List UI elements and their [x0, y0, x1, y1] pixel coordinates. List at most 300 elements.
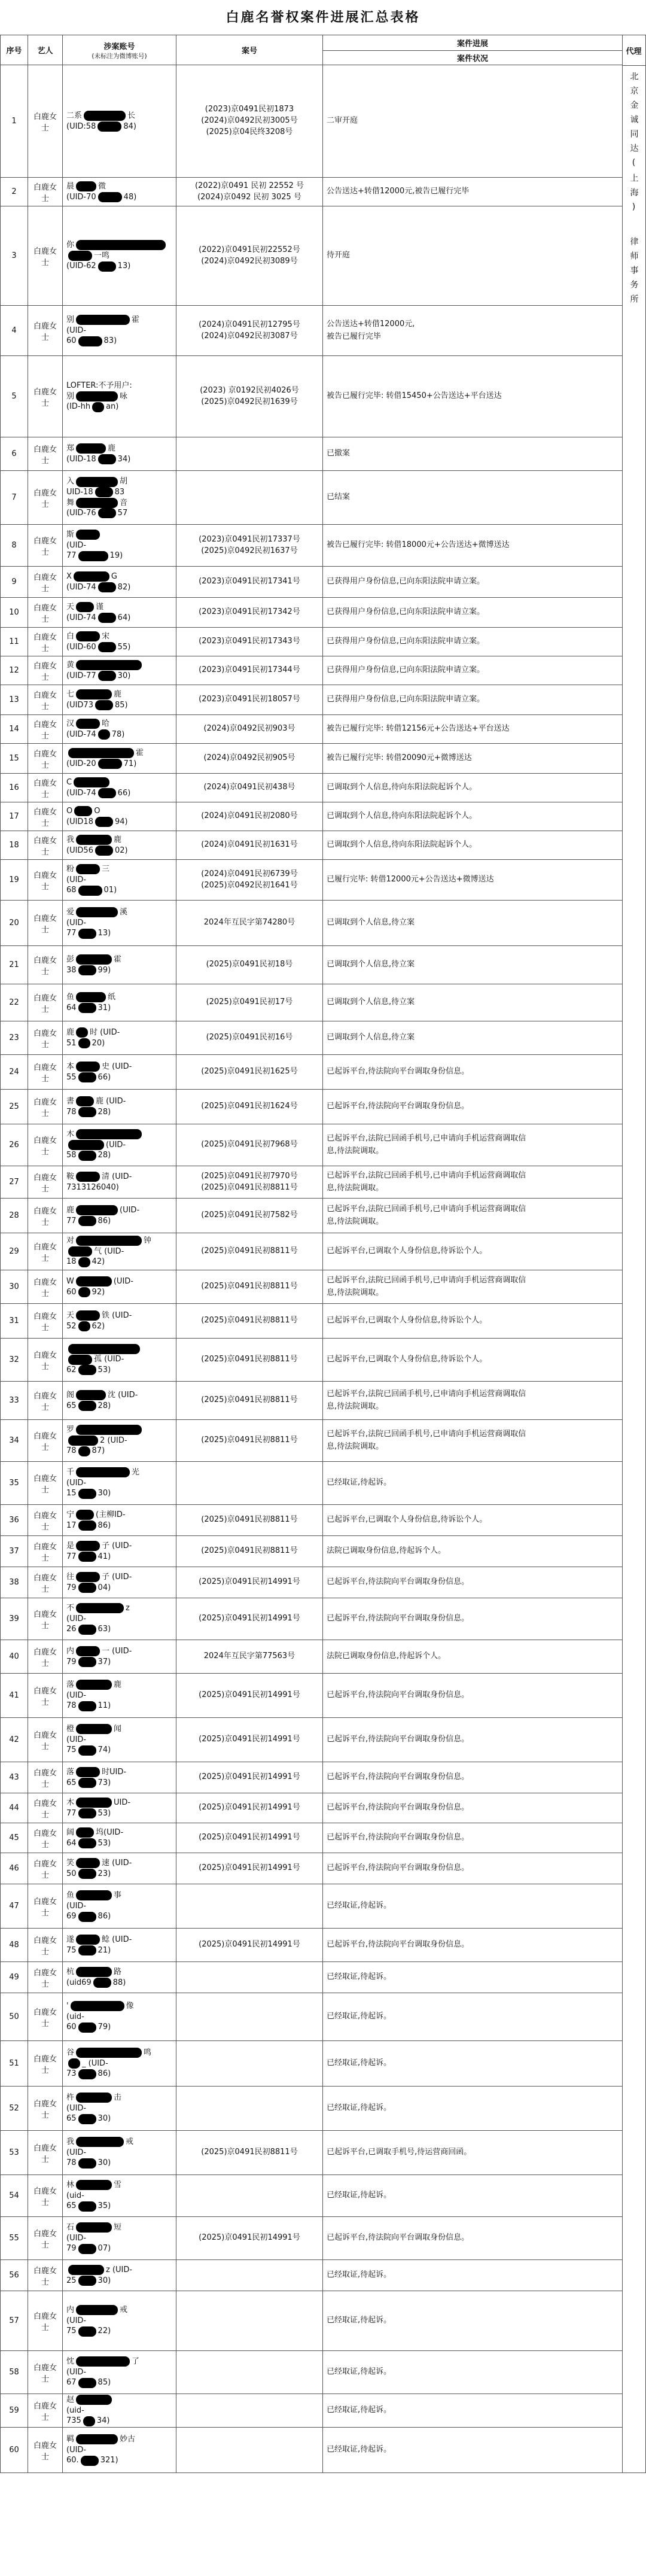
row-case-numbers [176, 1420, 323, 1462]
nickname-text: 78 [66, 1446, 77, 1456]
row-case-numbers [176, 831, 323, 860]
table-row [1, 306, 623, 356]
row-artist: 白鹿女士 [28, 1640, 63, 1674]
row-artist: 白鹿女士 [28, 1462, 63, 1505]
nickname-line [66, 2445, 172, 2456]
row-number: 17 [1, 802, 28, 831]
row-nickname [63, 1598, 176, 1640]
progress-line: 息,待法院调取。 [327, 1441, 384, 1451]
row-nickname [63, 1233, 176, 1270]
row-nickname [63, 984, 176, 1021]
row-artist: 白鹿女士 [28, 1021, 63, 1055]
row-case-numbers [176, 1462, 323, 1505]
nickname-text: (UID- [106, 1140, 126, 1149]
progress-line: 已撤案 [327, 449, 351, 458]
progress-line: 被告已履行完毕 [327, 331, 382, 341]
header-nickname [63, 35, 176, 65]
row-nickname [63, 1420, 176, 1462]
nickname-line [66, 719, 172, 729]
nickname-line [66, 2367, 172, 2378]
progress-line: 已经取证,待起诉。 [327, 2103, 392, 2113]
nickname-text: 64 [66, 1003, 77, 1012]
row-nickname [63, 2087, 176, 2131]
table-row [1, 1339, 623, 1382]
progress-line: 已起诉平台,待法院向平台调取身份信息。 [327, 1735, 470, 1744]
nickname-text: 我 [66, 835, 75, 844]
nickname-text: 86) [97, 1216, 111, 1225]
nickname-text: 羁 [66, 2435, 75, 2444]
row-nickname [63, 1505, 176, 1536]
progress-line: 已起诉平台,法院已回函手机号,已申请向手机运营商调取信 [327, 1205, 526, 1214]
nickname-text: 53) [97, 1838, 111, 1848]
table-row [1, 984, 623, 1021]
progress-line: 已起诉平台,待法院向平台调取身份信息。 [327, 1863, 470, 1873]
nickname-line [66, 602, 172, 613]
redaction-bar [76, 2395, 112, 2405]
redaction-bar [76, 1129, 142, 1139]
nickname-line [66, 1390, 172, 1401]
row-number: 40 [1, 1640, 28, 1674]
row-number: 22 [1, 984, 28, 1021]
redaction-bar [78, 2378, 96, 2388]
nickname-line [66, 788, 172, 799]
row-number: 41 [1, 1674, 28, 1718]
row-case-numbers [176, 206, 323, 306]
nickname-line [66, 992, 172, 1003]
row-number: 30 [1, 1270, 28, 1304]
redaction-bar [76, 1062, 100, 1072]
redaction-bar [76, 1510, 94, 1520]
nickname-text: 千 [66, 1468, 75, 1477]
nickname-line [66, 251, 172, 261]
redaction-bar [76, 1027, 88, 1038]
redaction-bar [78, 929, 96, 939]
nickname-text: (UID- [66, 2316, 87, 2325]
table-row [1, 1055, 623, 1090]
nickname-text: C [66, 777, 72, 787]
table-row [1, 2131, 623, 2175]
nickname-line [66, 2316, 172, 2326]
row-progress [323, 2291, 623, 2351]
nickname-text: (主柳ID- [96, 1510, 126, 1519]
row-case-numbers [176, 356, 323, 437]
row-case-numbers [176, 1853, 323, 1884]
row-number: 1 [1, 65, 28, 178]
nickname-text: 妙古 [120, 2435, 136, 2444]
case-number: (2025)京0491民初8811号 [201, 1395, 298, 1405]
redaction-bar [76, 1890, 112, 1900]
redaction-bar [98, 508, 116, 518]
nickname-text: 白 [66, 631, 75, 641]
progress-line: 法院已调取身份信息,待起诉个人。 [327, 1546, 446, 1556]
nickname-line [66, 1107, 172, 1118]
row-artist: 白鹿女士 [28, 685, 63, 715]
nickname-text: 60. [66, 2456, 79, 2465]
case-number: (2025)京0491民初8811号 [201, 1282, 298, 1291]
nickname-text: 落 [66, 1767, 75, 1777]
row-number: 25 [1, 1090, 28, 1124]
redaction-bar [76, 181, 96, 191]
progress-line: 已经取证,待起诉。 [327, 2270, 392, 2280]
nickname-line [66, 1182, 172, 1193]
nickname-line [66, 2377, 172, 2388]
row-number: 51 [1, 2041, 28, 2087]
redaction-bar [76, 1572, 100, 1582]
nickname-text: 鹿 [114, 1680, 122, 1690]
nickname-line [66, 181, 172, 192]
table-row [1, 2087, 623, 2131]
nickname-line [66, 1072, 172, 1083]
row-number: 38 [1, 1567, 28, 1598]
nickname-line [66, 476, 172, 487]
nickname-text: 60 [66, 336, 77, 346]
table-row [1, 901, 623, 946]
progress-line: 已经取证,待起诉。 [327, 1972, 392, 1982]
row-number: 47 [1, 1884, 28, 1929]
row-artist: 白鹿女士 [28, 984, 63, 1021]
nickname-line [66, 1435, 172, 1446]
redaction-bar [76, 2434, 118, 2444]
row-case-numbers [176, 946, 323, 984]
progress-line: 已获得用户身份信息,已向东阳法院申请立案。 [327, 607, 485, 617]
nickname-text: 晨 [66, 181, 75, 191]
case-number: (2025)京04民终3208号 [206, 127, 293, 136]
case-number: (2025)京0491民初16号 [206, 1033, 293, 1042]
row-case-numbers [176, 437, 323, 471]
row-number: 27 [1, 1166, 28, 1199]
nickname-text: 60 [66, 1287, 77, 1297]
table-row [1, 860, 623, 901]
nickname-text: 像 [126, 2002, 134, 2011]
nickname-text: (UID-70 [66, 192, 96, 202]
row-nickname [63, 1640, 176, 1674]
case-number: (2024)京0492民初3005号 [201, 116, 298, 126]
row-artist: 白鹿女士 [28, 2351, 63, 2394]
case-number: (2022)京0491民初22552号 [199, 245, 300, 254]
progress-line: 已起诉平台,待法院向平台调取身份信息。 [327, 1102, 470, 1111]
nickname-line [66, 2001, 172, 2012]
progress-line: 已经取证,待起诉。 [327, 2012, 392, 2021]
redaction-bar [93, 1978, 111, 1988]
nickname-text: 长 [127, 111, 136, 120]
nickname-line [66, 1310, 172, 1321]
nickname-text: 書 [66, 1096, 75, 1106]
nickname-text: 内 [66, 2306, 75, 2315]
nickname-line [66, 729, 172, 740]
case-number: (2025)京0491民初8811号 [201, 2148, 298, 2157]
nickname-line [66, 1276, 172, 1287]
nickname-text: 霍 [114, 954, 122, 964]
row-artist: 白鹿女士 [28, 1718, 63, 1762]
nickname-line [66, 1945, 172, 1956]
row-artist: 白鹿女士 [28, 628, 63, 656]
row-progress [323, 1674, 623, 1718]
row-progress [323, 1090, 623, 1124]
row-case-numbers [176, 1166, 323, 1199]
row-case-numbers [176, 598, 323, 628]
nickname-text: 7313126040) [66, 1182, 119, 1192]
redaction-bar [78, 1625, 96, 1635]
nickname-line [66, 671, 172, 682]
nickname-line [66, 1478, 172, 1489]
progress-line: 已经取证,待起诉。 [327, 2058, 392, 2068]
row-nickname [63, 598, 176, 628]
nickname-text: 23) [97, 1869, 111, 1878]
nickname-text: (UID-74 [66, 729, 96, 739]
case-number: (2025)京0491民初14991号 [199, 1833, 300, 1842]
row-progress [323, 1567, 623, 1598]
agent-firm: 北京金诚同达(上海) [629, 72, 639, 218]
redaction-bar [76, 498, 118, 508]
nickname-text: 75 [66, 1945, 77, 1955]
redaction-bar [76, 240, 166, 250]
row-number: 20 [1, 901, 28, 946]
row-progress [323, 901, 623, 946]
row-progress [323, 1884, 623, 1929]
row-progress [323, 65, 623, 178]
row-progress [323, 2041, 623, 2087]
row-nickname [63, 1166, 176, 1199]
row-nickname [63, 2175, 176, 2217]
row-nickname [63, 1124, 176, 1166]
row-case-numbers [176, 1962, 323, 1993]
nickname-line [66, 2356, 172, 2367]
nickname-text: (UID- [66, 918, 87, 927]
nickname-text: 30) [117, 671, 131, 680]
redaction-bar [78, 1778, 96, 1788]
progress-line: 公告送达+转借12000元, [327, 320, 415, 329]
case-number: (2023) 京0192民初4026号 [200, 385, 299, 395]
nickname-text: 51 [66, 1038, 77, 1048]
row-case-numbers [176, 860, 323, 901]
row-number: 48 [1, 1929, 28, 1962]
table-row [1, 774, 623, 802]
redaction-bar [76, 530, 100, 540]
nickname-line [66, 454, 172, 465]
row-artist: 白鹿女士 [28, 1567, 63, 1598]
row-nickname [63, 860, 176, 901]
nickname-line [66, 1246, 172, 1257]
nickname-text: 53) [97, 1808, 111, 1818]
redaction-bar [78, 2114, 96, 2124]
row-nickname [63, 774, 176, 802]
nickname-text: (UID-74 [66, 582, 96, 592]
nickname-text: (UID- [66, 2103, 87, 2113]
progress-line: 已经取证,待起诉。 [327, 2445, 392, 2455]
progress-line: 已调取到个人信息,待向东阳法院起诉个人。 [327, 783, 477, 792]
nickname-text: 三 [102, 865, 110, 874]
nickname-text: 68 [66, 886, 77, 895]
redaction-bar [68, 1140, 104, 1150]
nickname-text: 鹿 [108, 443, 116, 453]
row-progress [323, 1929, 623, 1962]
nickname-line [66, 2113, 172, 2124]
row-nickname [63, 437, 176, 471]
row-case-numbers [176, 901, 323, 946]
row-progress [323, 1021, 623, 1055]
redaction-bar [98, 671, 116, 681]
row-number: 28 [1, 1199, 28, 1233]
progress-line: 已起诉平台,待法院向平台调取身份信息。 [327, 1690, 470, 1700]
progress-line: 已起诉平台,待法院向平台调取身份信息。 [327, 1803, 470, 1812]
row-progress [323, 2351, 623, 2394]
nickname-text: 04) [97, 1583, 111, 1592]
nickname-text: 鹿 [114, 689, 122, 699]
row-case-numbers [176, 1090, 323, 1124]
nickname-text: 62 [66, 1365, 77, 1374]
redaction-bar [76, 2356, 130, 2367]
nickname-line [66, 1172, 172, 1182]
nickname-text: 橙 [66, 1725, 75, 1734]
row-case-numbers [176, 715, 323, 744]
nickname-text: 30) [97, 2114, 111, 2124]
case-number: (2024)京0492 民初 3025 号 [197, 192, 301, 202]
progress-line: 已获得用户身份信息,已向东阳法院申请立案。 [327, 695, 485, 704]
table-row [1, 715, 623, 744]
nickname-text: 53) [97, 1365, 111, 1374]
nickname-text: 19) [109, 551, 123, 561]
row-artist: 白鹿女士 [28, 2217, 63, 2260]
row-nickname [63, 2131, 176, 2175]
nickname-line [66, 918, 172, 929]
nickname-text: 鞍 [66, 1172, 75, 1181]
nickname-text: 48) [123, 192, 137, 202]
row-case-numbers [176, 1598, 323, 1640]
nickname-text: 2 (UID- [100, 1435, 127, 1445]
row-number: 9 [1, 567, 28, 598]
progress-line: 已获得用户身份信息,已向东阳法院申请立案。 [327, 665, 485, 675]
redaction-bar [78, 1489, 96, 1499]
redaction-bar [76, 1858, 100, 1868]
nickname-text: 爱 [66, 908, 75, 917]
table-row [1, 946, 623, 984]
row-progress [323, 2260, 623, 2291]
progress-line: 已履行完毕: 转借12000元+公告送达+微博送达 [327, 875, 494, 884]
row-nickname [63, 1055, 176, 1090]
nickname-line [66, 192, 172, 203]
nickname-line [66, 1541, 172, 1552]
nickname-text: (UID-77 [66, 671, 96, 680]
nickname-text: 速 (UID- [102, 1858, 132, 1868]
row-progress [323, 1420, 623, 1462]
progress-line: 被告已履行完毕: 转借20090元+微博送达 [327, 753, 472, 763]
nickname-text: 55) [117, 642, 131, 652]
row-case-numbers [176, 525, 323, 567]
nickname-text: 17 [66, 1520, 77, 1530]
redaction-bar [95, 487, 113, 497]
header-case-no: 案号 [176, 35, 323, 65]
nickname-text: (UID:58 [66, 121, 96, 131]
nickname-line [66, 1321, 172, 1332]
nickname-text: 35) [97, 2201, 111, 2211]
redaction-bar [78, 1520, 96, 1531]
row-progress [323, 715, 623, 744]
nickname-text: 罗 [66, 1425, 75, 1435]
table-row [1, 1762, 623, 1793]
case-number: (2025)京0491民初17号 [206, 997, 293, 1007]
row-progress [323, 1339, 623, 1382]
row-nickname [63, 2041, 176, 2087]
case-number: (2025)京0491民初1624号 [201, 1102, 298, 1111]
row-number: 46 [1, 1853, 28, 1884]
nickname-line [66, 381, 172, 391]
nickname-text: 不 [66, 1604, 75, 1613]
case-number: (2024)京0492民初903号 [203, 724, 295, 734]
nickname-text: 86) [97, 1520, 111, 1530]
case-number: (2025)京0491民初14991号 [199, 1863, 300, 1873]
row-number: 14 [1, 715, 28, 744]
nickname-line [66, 261, 172, 272]
nickname-line [66, 1624, 172, 1635]
nickname-line [66, 1614, 172, 1625]
row-artist: 白鹿女士 [28, 2175, 63, 2217]
row-case-numbers [176, 1233, 323, 1270]
nickname-line [66, 1510, 172, 1520]
redaction-bar [76, 1172, 100, 1182]
row-nickname [63, 1929, 176, 1962]
nickname-line [66, 2434, 172, 2445]
table-row [1, 2351, 623, 2394]
progress-line: 息,待法院调取。 [327, 1401, 384, 1411]
case-number: (2025)京0491民初7582号 [201, 1211, 298, 1220]
nickname-text: 粉 [66, 865, 75, 874]
nickname-text: 50 [66, 1869, 77, 1878]
nickname-text: (UID- [66, 1478, 87, 1488]
row-case-numbers [176, 2260, 323, 2291]
nickname-line [66, 2326, 172, 2337]
nickname-text: (UID- [66, 1690, 87, 1700]
nickname-line [66, 2276, 172, 2286]
nickname-text: 55 [66, 1072, 77, 1082]
case-number: (2025)京0491民初14991号 [199, 2233, 300, 2243]
table-row [1, 1270, 623, 1304]
nickname-text: 84) [123, 121, 136, 131]
nickname-text: 斯 [66, 530, 75, 540]
redaction-bar [78, 1945, 96, 1955]
nickname-line [66, 2405, 172, 2416]
row-number: 23 [1, 1021, 28, 1055]
nickname-line [66, 1646, 172, 1657]
redaction-bar [98, 788, 116, 798]
row-nickname [63, 356, 176, 437]
nickname-text: 83) [103, 336, 117, 346]
nickname-line [66, 1140, 172, 1151]
nickname-text: (UID- [66, 2445, 87, 2455]
nickname-text: 闻 [114, 1725, 122, 1734]
row-progress [323, 2217, 623, 2260]
nickname-text: 你 [66, 241, 75, 250]
nickname-text: 时UID- [102, 1767, 127, 1777]
redaction-bar [98, 261, 116, 272]
row-artist: 白鹿女士 [28, 1420, 63, 1462]
redaction-bar [95, 817, 113, 827]
nickname-line [66, 2048, 172, 2058]
table-row [1, 1124, 623, 1166]
row-nickname [63, 1270, 176, 1304]
row-number: 18 [1, 831, 28, 860]
redaction-bar [78, 965, 96, 975]
redaction-bar [78, 1657, 96, 1667]
nickname-line [66, 1150, 172, 1161]
table-row [1, 1304, 623, 1339]
redaction-bar [78, 1808, 96, 1818]
nickname-text: 60 [66, 2023, 77, 2032]
case-number: (2025)京0491民初8811号 [201, 1435, 298, 1445]
nickname-text: (UID-60 [66, 642, 96, 652]
redaction-bar [78, 2276, 96, 2286]
progress-line: 被告已履行完毕: 转借18000元+公告送达+微博送达 [327, 540, 510, 550]
table-row [1, 65, 623, 178]
